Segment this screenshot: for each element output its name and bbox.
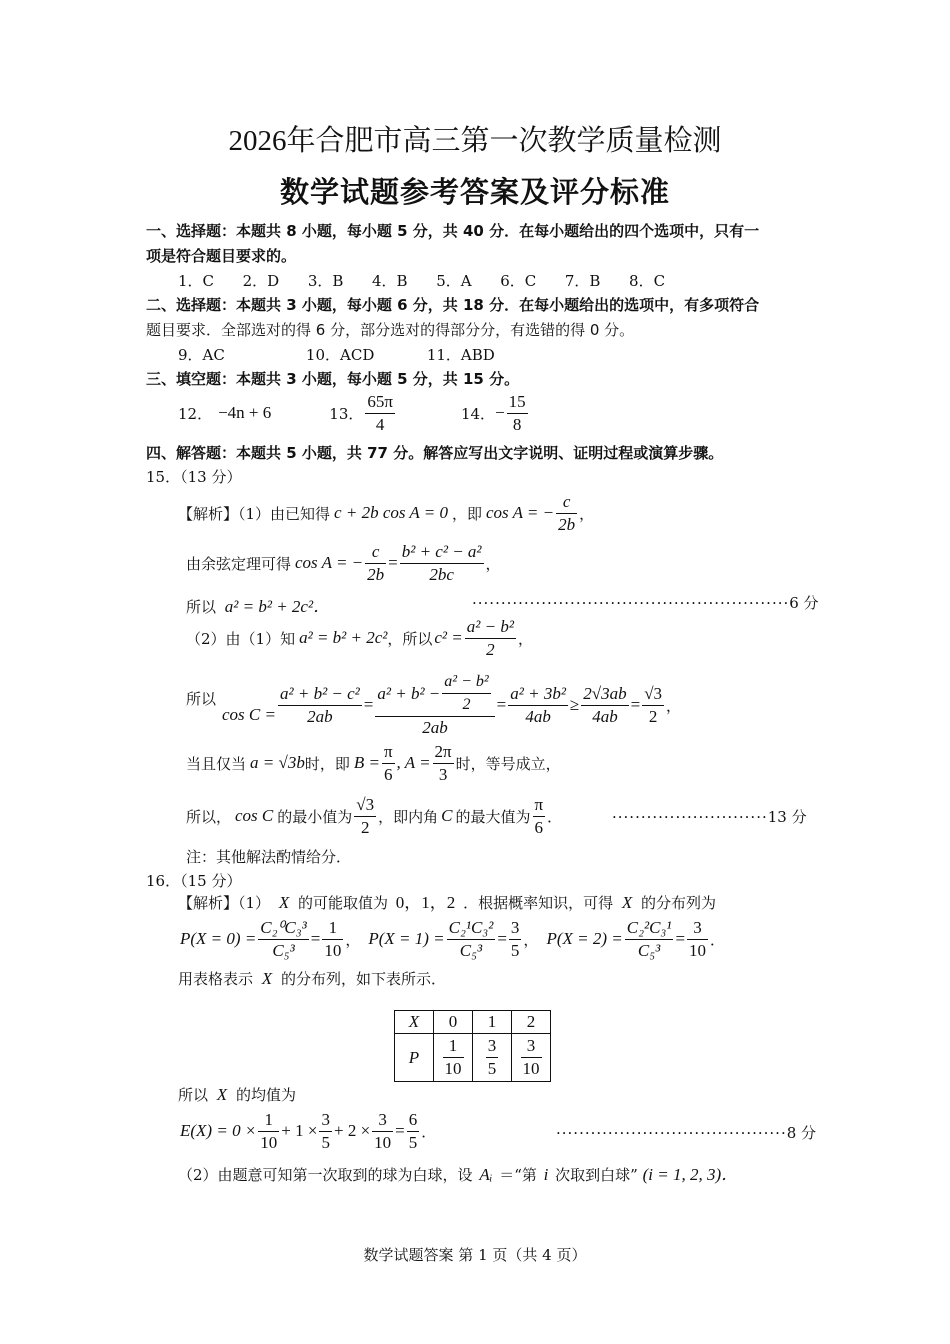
q14-fraction: $\frac{15}{8}$ xyxy=(508,391,526,434)
section4-header: 四、解答题：本题共 5 小题，共 77 分。解答应写出文字说明、证明过程或演算步骤。 xyxy=(146,444,724,462)
q15-equality-line: 当且仅当 a = √3b 时，即 B = $\frac{\pi}{6}$ , A = $\frac{2\pi}{3}$ 时，等号成立， xyxy=(186,741,561,784)
q16-mean-intro: 所以 X 的均值为 xyxy=(178,1085,296,1104)
q16-score-8: ········································8 分 xyxy=(556,1124,817,1142)
table-row xyxy=(395,1034,551,1082)
q16-expectation: E(X) = 0 × $\frac{1}{10}$ + 1 × $\frac{3}{5}$ + 2 × $\frac{3}{10}$ = $\frac{6}{5}$ ． xyxy=(180,1109,437,1152)
table-header-p: P xyxy=(395,1034,434,1082)
q16-line1: 【解析】（1） X 的可能取值为 0，1，2 ．根据概率知识，可得 X 的分布列为 xyxy=(178,893,717,912)
page-footer: 数学试题答案 第 1 页（共 4 页） xyxy=(363,1246,587,1264)
section1-header-line1: 一、选择题：本题共 8 小题，每小题 5 分，共 40 分．在每小题给出的四个选项中，只有一 xyxy=(146,222,760,240)
q15-line3: 所以 a² = b² + 2c²． xyxy=(186,597,331,616)
section1-header-line2: 项是符合题目要求的。 xyxy=(146,247,297,265)
q15-score-6: ·······················································6 分 xyxy=(472,594,819,612)
q16-table-intro: 用表格表示 X 的分布列，如下表所示． xyxy=(178,969,446,988)
q15-cosC-line: 所以 cos C = $\frac{\text{a² + b² − c²}}{2ab}$ = a² + b² − $\frac{\text{a² − b²}}{2}$ 2ab = $\frac{\text{a² + 3b²}}{4ab}$ ≥ $\frac{2√3ab}{4ab}$ = $\frac{√3}{2}$ ， xyxy=(186,673,682,737)
section1-answers xyxy=(178,270,665,291)
table-header-x: X xyxy=(395,1011,434,1034)
answer-3: 3．B xyxy=(307,272,344,290)
fill-answers: 12． −4n + 6 13． $\frac{65\pi}{4}$ 14． − $\frac{15}{8}$ xyxy=(178,391,526,434)
section2-header-line2: 题目要求．全部选对的得 6 分，部分选对的得部分分，有选错的得 0 分。 xyxy=(146,321,635,339)
answer-4: 4．B xyxy=(372,272,408,290)
q16-part2: （2）由题意可知第一次取到的球为白球，设 Aᵢ ＝“第 i 次取到白球” (i = 1, 2, 3)． xyxy=(178,1165,739,1184)
q15-note: 注：其他解法酌情给分． xyxy=(186,848,352,866)
answer-11: 11．ABD xyxy=(426,346,495,364)
answer-7: 7．B xyxy=(564,272,601,290)
nested-fraction: a² + b² − $\frac{\text{a² − b²}}{2}$ 2ab xyxy=(375,671,494,739)
q14-label: 14． xyxy=(460,404,496,423)
answer-2: 2．D xyxy=(242,272,280,290)
table-cell: 2 xyxy=(512,1011,551,1034)
section2-answers xyxy=(178,344,495,365)
table-cell: 0 xyxy=(434,1011,473,1034)
q16-probabilities: P(X = 0) = $\frac{\text{C₂⁰C₃³}}{\text{C₅³}}$ = $\frac{1}{10}$ ， P(X = 1) = $\frac{\text{C₂¹C₃²}}{\text{C₅³}}$ = $\frac{3}{5}$ ， P(X = 2) = $\frac{\text{C₂²C₃¹}}{\text{C₅³}}$ = $\frac{3}{10}$ ． xyxy=(180,917,726,960)
q12-answer: −4n + 6 xyxy=(218,403,272,422)
q15-line1: 【解析】（1）由已知得 c + 2b cos A = 0 ，即 cos A = − $\frac{c}{2b}$ ， xyxy=(178,491,595,534)
table-row xyxy=(395,1011,551,1034)
q15-part2-line1: （2）由（1）知 a² = b² + 2c² ，所以 c² = $\frac{\text{a² − b²}}{2}$ ， xyxy=(186,616,533,659)
answer-6: 6．C xyxy=(500,272,537,290)
table-cell: $\frac{3}{10}$ xyxy=(512,1034,551,1082)
q12-label: 12． xyxy=(178,404,213,423)
answer-9: 9．AC xyxy=(178,346,225,364)
q16-label: 16．（15 分） xyxy=(146,872,242,890)
cosA-fraction: $\frac{c}{2b}$ xyxy=(558,491,576,534)
answer-1: 1．C xyxy=(178,272,215,290)
q15-score-13: ···························13 分 xyxy=(612,808,807,826)
table-cell: $\frac{1}{10}$ xyxy=(434,1034,473,1082)
q15-final-line: 所以， cos C 的最小值为 $\frac{√3}{2}$ ，即内角 C 的最大值为 $\frac{\pi}{6}$ ． xyxy=(186,794,563,837)
page-title: 2026年合肥市高三第一次教学质量检测 xyxy=(228,125,722,157)
distribution-table xyxy=(394,1010,551,1082)
table-cell: $\frac{3}{5}$ xyxy=(473,1034,512,1082)
answer-8: 8．C xyxy=(629,272,666,290)
q13-label: 13． xyxy=(329,404,364,423)
answer-5: 5．A xyxy=(436,272,472,290)
section3-header: 三、填空题：本题共 3 小题，每小题 5 分，共 15 分。 xyxy=(146,370,520,388)
q15-label: 15．（13 分） xyxy=(146,468,242,486)
answer-10: 10．ACD xyxy=(305,346,375,364)
page-subtitle: 数学试题参考答案及评分标准 xyxy=(279,175,670,209)
q15-line2: 由余弦定理可得 cos A = − $\frac{c}{2b}$ = $\frac{\text{b² + c² − a²}}{2bc}$ ， xyxy=(186,541,501,584)
q13-fraction: $\frac{65\pi}{4}$ xyxy=(367,391,393,434)
cosine-law-fraction: $\frac{\text{b² + c² − a²}}{2bc}$ xyxy=(401,541,482,584)
table-cell: 1 xyxy=(473,1011,512,1034)
section2-header-line1: 二、选择题：本题共 3 小题，每小题 6 分，共 18 分．在每小题给出的选项中，有多项符合 xyxy=(146,296,760,314)
